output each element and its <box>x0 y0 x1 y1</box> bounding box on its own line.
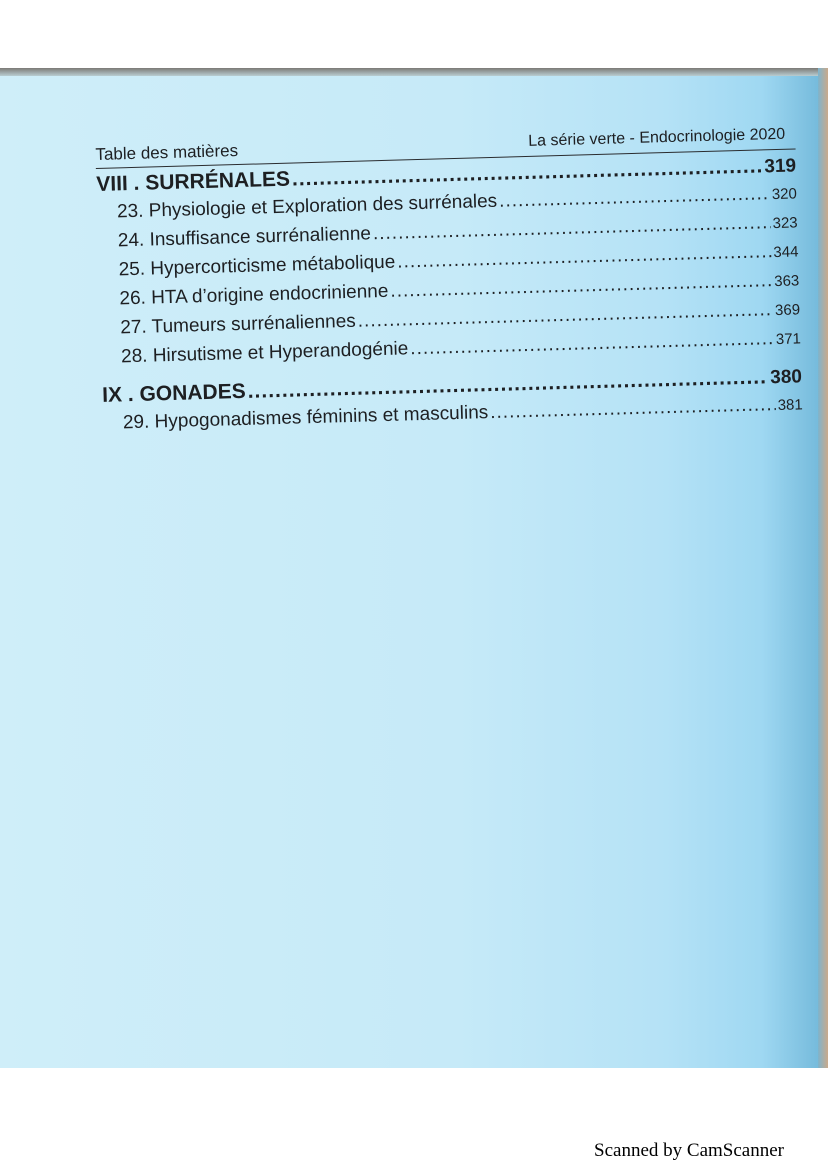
chapter-label: 27. Tumeurs surrénaliennes <box>120 310 357 339</box>
section-page-number: 380 <box>769 366 803 389</box>
chapter-page-number: 381 <box>777 396 803 415</box>
chapter-label: 24. Insuffisance surrénalienne <box>117 223 372 252</box>
chapter-label: 26. HTA d’origine endocrinienne <box>119 280 389 310</box>
scanned-page <box>0 68 828 1068</box>
chapter-label: 23. Physiologie et Exploration des surrénales <box>116 190 498 223</box>
chapter-label: 29. Hypogonadismes féminins et masculins <box>122 402 489 434</box>
section-label: IX . GONADES <box>101 379 246 407</box>
chapter-page-number: 323 <box>772 214 798 233</box>
page-right-edge <box>818 68 828 1068</box>
chapter-label: 25. Hypercorticisme métabolique <box>118 251 396 281</box>
chapter-page-number: 363 <box>774 272 800 291</box>
chapter-page-number: 371 <box>775 330 802 349</box>
chapter-page-number: 320 <box>771 185 798 204</box>
section-page-number: 319 <box>764 155 797 178</box>
scanner-watermark: Scanned by CamScanner <box>594 1140 784 1161</box>
table-of-contents <box>96 153 803 441</box>
header-title: Table des matières <box>95 141 239 164</box>
chapter-label: 28. Hirsutisme et Hyperandogénie <box>120 338 409 368</box>
page-top-edge <box>0 68 828 76</box>
chapter-page-number: 344 <box>773 243 799 262</box>
section-label: VIII . SURRÉNALES <box>95 167 291 196</box>
chapter-page-number: 369 <box>774 301 801 320</box>
header-book-title: La série verte - Endocrinologie 2020 <box>527 125 786 150</box>
toc-page <box>95 118 803 441</box>
